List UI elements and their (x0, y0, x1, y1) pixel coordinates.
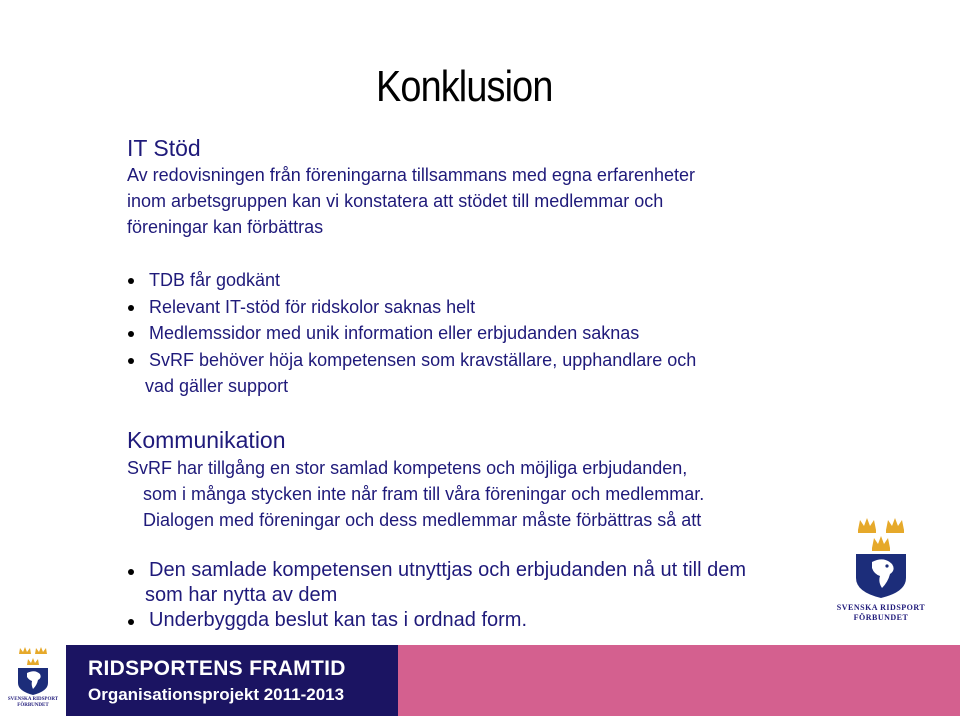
federation-logo (832, 516, 930, 623)
it-paragraph-line: föreningar kan förbättras (127, 217, 324, 237)
list-item (127, 267, 696, 294)
list-item-text: Den samlade kompetensen utnyttjas och erbjudanden nå ut till dem (149, 559, 747, 581)
list-item-text: SvRF behöver höja kompetensen som kravställare, upphandlare och (149, 349, 697, 370)
footer-logo-caption-line: FÖRBUNDET (17, 703, 49, 708)
it-bullet-list (127, 267, 696, 400)
bullet-dot-icon (128, 278, 134, 284)
federation-crest-icon (832, 516, 930, 598)
list-item (127, 558, 746, 608)
comm-paragraph (127, 455, 704, 533)
logo-caption-line: SVENSKA RIDSPORT (836, 603, 926, 612)
it-paragraph (127, 162, 695, 240)
list-item (127, 320, 696, 347)
footer-logo-caption-line: SVENSKA RIDSPORT (7, 697, 59, 702)
footer-project-title: RIDSPORTENS FRAMTID (88, 657, 346, 680)
footer-pink-band (398, 645, 960, 716)
list-item (127, 294, 696, 321)
bullet-dot-icon (128, 305, 134, 311)
it-paragraph-line: Av redovisningen från föreningarna tillsammans med egna erfarenheter (127, 165, 695, 185)
footer-project-subtitle: Organisationsprojekt 2011-2013 (88, 685, 345, 704)
list-item-continuation: som har nytta av dem (145, 584, 338, 606)
logo-caption-line: FÖRBUNDET (853, 613, 909, 622)
section-heading-it: IT Stöd (127, 135, 201, 161)
footer-banner (0, 645, 960, 716)
comm-bullet-list (127, 558, 746, 633)
list-item (127, 347, 696, 400)
bullet-dot-icon (128, 569, 134, 575)
list-item-text: TDB får godkänt (149, 270, 281, 290)
section-heading-communication: Kommunikation (127, 427, 286, 453)
bullet-dot-icon (128, 358, 134, 364)
slide-title: Konklusion (376, 62, 553, 111)
bullet-dot-icon (128, 619, 134, 625)
comm-paragraph-line: SvRF har tillgång en stor samlad kompetens och möjliga erbjudanden, (127, 458, 688, 478)
footer-logo-caption (4, 697, 62, 709)
list-item-text: Medlemssidor med unik information eller erbjudanden saknas (149, 323, 640, 343)
it-paragraph-line: inom arbetsgruppen kan vi konstatera att stödet till medlemmar och (127, 191, 664, 211)
comm-paragraph-line: Dialogen med föreningar och dess medlemmar måste förbättras så att (143, 510, 702, 530)
comm-paragraph-line: som i många stycken inte når fram till våra föreningar och medlemmar. (143, 484, 705, 504)
bullet-dot-icon (128, 331, 134, 337)
list-item-text: Relevant IT-stöd för ridskolor saknas helt (149, 296, 476, 317)
list-item-text: Underbyggda beslut kan tas i ordnad form. (149, 609, 527, 631)
list-item-continuation: vad gäller support (145, 376, 289, 396)
federation-crest-icon (4, 645, 62, 695)
list-item (127, 608, 746, 633)
